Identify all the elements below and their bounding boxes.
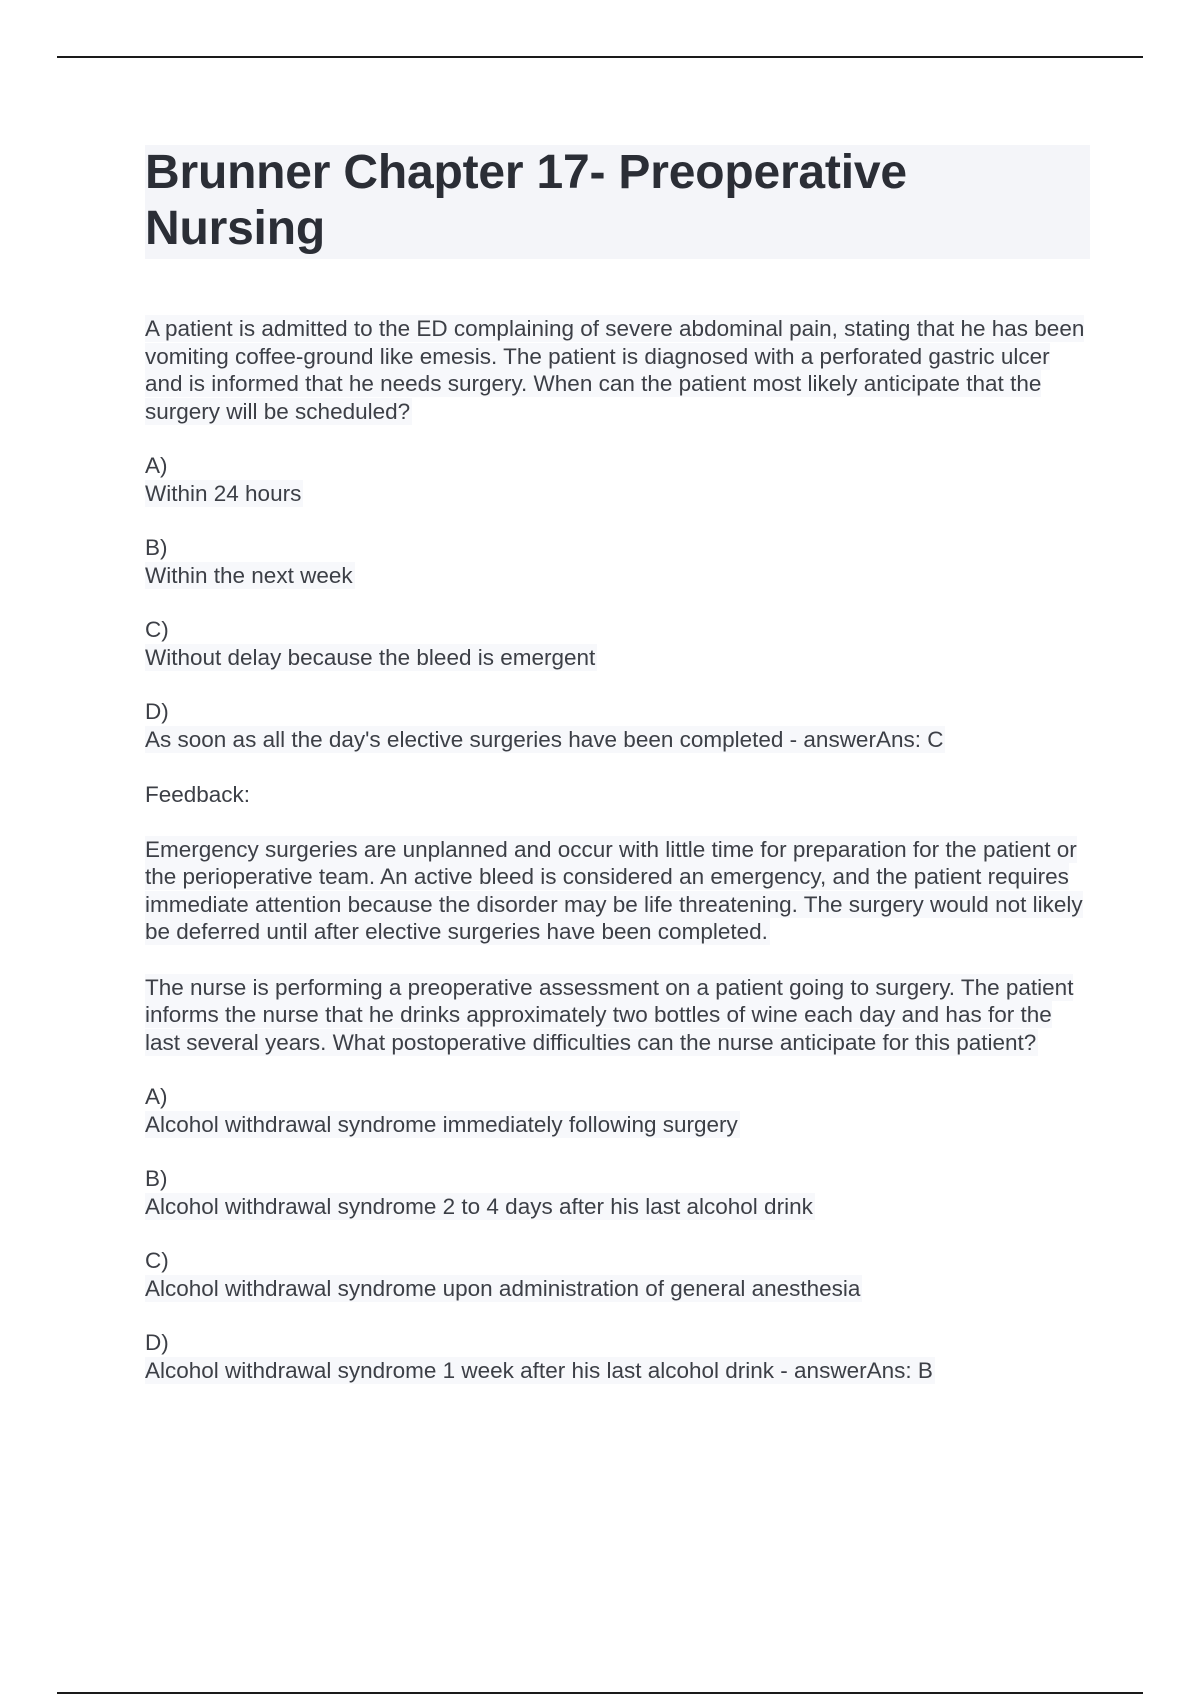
question-1-option-b <box>145 534 1090 589</box>
option-letter: A) <box>145 1084 168 1109</box>
option-text: Alcohol withdrawal syndrome immediately following surgery <box>145 1111 738 1137</box>
option-letter: B) <box>145 1166 168 1191</box>
question-1-option-c <box>145 616 1090 671</box>
feedback-label: Feedback: <box>145 782 251 807</box>
question-2-stem-text: The nurse is performing a preoperative assessment on a patient going to surgery. The patient informs the nurse that he drinks approximately two bottles of wine each day and has for the last several years. What postoperative difficulties can the nurse anticipate for this patient? <box>145 974 1074 1055</box>
option-letter: D) <box>145 1330 169 1355</box>
feedback-text-body: Emergency surgeries are unplanned and occur with little time for preparation for the patient or the perioperative team. An active bleed is considered an emergency, and the patient requires immediate attention because the disorder may be life threatening. The surgery would not likely be deferred until after elective surgeries have been completed. <box>145 836 1083 944</box>
question-1-stem-text: A patient is admitted to the ED complaining of severe abdominal pain, stating that he has been vomiting coffee-ground like emesis. The patient is diagnosed with a perforated gastric ulcer and is informed that he needs surgery. When can the patient most likely anticipate that the surgery will be scheduled? <box>145 316 1085 424</box>
option-letter: C) <box>145 1248 169 1273</box>
question-2-stem <box>145 974 1090 1057</box>
question-1-stem <box>145 315 1090 425</box>
option-text: Within the next week <box>145 562 353 588</box>
option-text: As soon as all the day's elective surgeries have been completed - answerAns: C <box>145 726 944 752</box>
option-text: Alcohol withdrawal syndrome upon administration of general anesthesia <box>145 1275 861 1301</box>
question-1-option-d <box>145 698 1090 753</box>
feedback-text <box>145 836 1090 946</box>
option-letter: C) <box>145 617 169 642</box>
option-text: Without delay because the bleed is emergent <box>145 644 596 670</box>
document-body <box>145 145 1090 1384</box>
question-2-option-b <box>145 1165 1090 1220</box>
option-text: Alcohol withdrawal syndrome 1 week after his last alcohol drink - answerAns: B <box>145 1357 933 1383</box>
top-rule <box>57 56 1143 58</box>
option-text: Within 24 hours <box>145 480 302 506</box>
question-2-option-a <box>145 1083 1090 1138</box>
question-2-option-c <box>145 1247 1090 1302</box>
bottom-rule <box>57 1692 1143 1694</box>
option-letter: A) <box>145 453 168 478</box>
option-letter: D) <box>145 699 169 724</box>
question-2-option-d <box>145 1329 1090 1384</box>
question-1-option-a <box>145 452 1090 507</box>
option-letter: B) <box>145 535 168 560</box>
option-text: Alcohol withdrawal syndrome 2 to 4 days after his last alcohol drink <box>145 1193 813 1219</box>
document-title: Brunner Chapter 17- Preoperative Nursing <box>145 145 1090 259</box>
